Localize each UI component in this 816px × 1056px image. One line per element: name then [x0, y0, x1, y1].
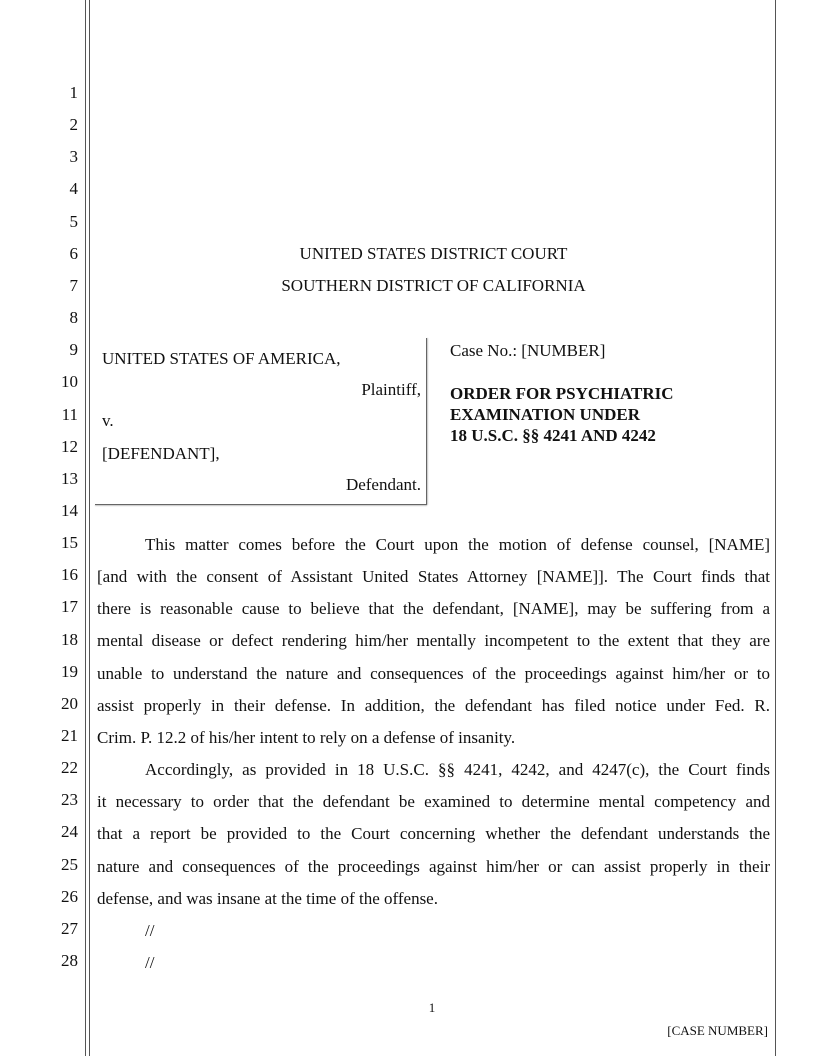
body-line: Accordingly, as provided in 18 U.S.C. §§ 4241, 4242, and 4247(c), the Court finds: [145, 760, 770, 780]
line-number: 12: [61, 436, 78, 456]
line-number: 21: [61, 726, 78, 745]
body-line: it necessary to order that the defendant be examined to determine mental competency and: [97, 792, 770, 812]
line-number: 19: [61, 661, 78, 681]
court-name: UNITED STATES DISTRICT COURT: [299, 244, 568, 263]
line-number: 5: [69, 211, 78, 231]
court-district: SOUTHERN DISTRICT OF CALIFORNIA: [281, 276, 586, 295]
defendant-name: [DEFENDANT],: [102, 444, 220, 463]
line-number: 6: [69, 243, 78, 263]
body-line: there is reasonable cause to believe that the defendant, [NAME], may be suffering from a: [97, 599, 770, 619]
document-title-line-2: EXAMINATION UNDER: [450, 405, 640, 424]
line-number: 20: [61, 693, 78, 713]
line-number: 2: [69, 115, 78, 135]
line-number: 8: [69, 308, 78, 328]
line-number: 9: [69, 340, 78, 360]
line-number: 16: [61, 565, 78, 585]
line-number: 22: [61, 758, 78, 778]
document-title-line-3: 18 U.S.C. §§ 4241 AND 4242: [450, 426, 656, 445]
line-number: 7: [69, 275, 78, 295]
caption-divider-right: [426, 338, 427, 505]
plaintiff-role: Plaintiff,: [361, 380, 421, 399]
body-line: defense, and was insane at the time of the offense.: [97, 888, 438, 908]
defendant-role: Defendant.: [345, 475, 421, 494]
margin-line-left-outer: [85, 0, 86, 1056]
line-number: 26: [61, 886, 78, 906]
versus: v.: [102, 411, 114, 430]
body-line: unable to understand the nature and consequences of the proceedings against him/her or to: [97, 663, 770, 683]
line-number: 3: [69, 147, 78, 167]
line-number: 25: [61, 854, 78, 874]
body-line: nature and consequences of the proceedings against him/her or can assist properly in their: [97, 856, 770, 876]
body-line: [and with the consent of Assistant United States Attorney [NAME]]. The Court finds that: [97, 567, 770, 587]
line-number: 4: [69, 179, 78, 199]
case-number: Case No.: [NUMBER]: [450, 341, 606, 360]
footer-case-number: [CASE NUMBER]: [667, 1023, 768, 1038]
line-number: 10: [61, 372, 78, 392]
line-number: 13: [61, 468, 78, 488]
line-number: 1: [69, 83, 78, 102]
document-title-line-1: ORDER FOR PSYCHIATRIC: [450, 384, 674, 403]
margin-line-left-inner: [89, 0, 90, 1056]
body-line: This matter comes before the Court upon the motion of defense counsel, [NAME]: [145, 535, 770, 554]
line-number: 28: [61, 951, 78, 971]
body-line: //: [145, 952, 155, 972]
line-number: 27: [61, 918, 78, 938]
line-number: 14: [61, 500, 78, 520]
caption-divider-bottom: [95, 504, 427, 505]
line-number: 17: [61, 597, 78, 617]
body-line: mental disease or defect rendering him/her mentally incompetent to the extent that they are: [97, 631, 770, 651]
plaintiff-name: UNITED STATES OF AMERICA,: [102, 349, 341, 368]
body-line: that a report be provided to the Court concerning whether the defendant understands the: [97, 824, 770, 844]
body-line: Crim. P. 12.2 of his/her intent to rely on a defense of insanity.: [97, 727, 516, 747]
body-line: assist properly in their defense. In addition, the defendant has filed notice under Fed. R.: [97, 695, 770, 715]
line-number: 24: [61, 822, 78, 842]
line-number: 23: [61, 790, 78, 810]
line-number: 15: [61, 533, 78, 553]
line-number: 11: [61, 404, 78, 424]
page-number: 1: [428, 1000, 436, 1015]
line-number: 18: [61, 629, 78, 649]
margin-line-right: [775, 0, 776, 1056]
body-line: //: [145, 920, 155, 940]
